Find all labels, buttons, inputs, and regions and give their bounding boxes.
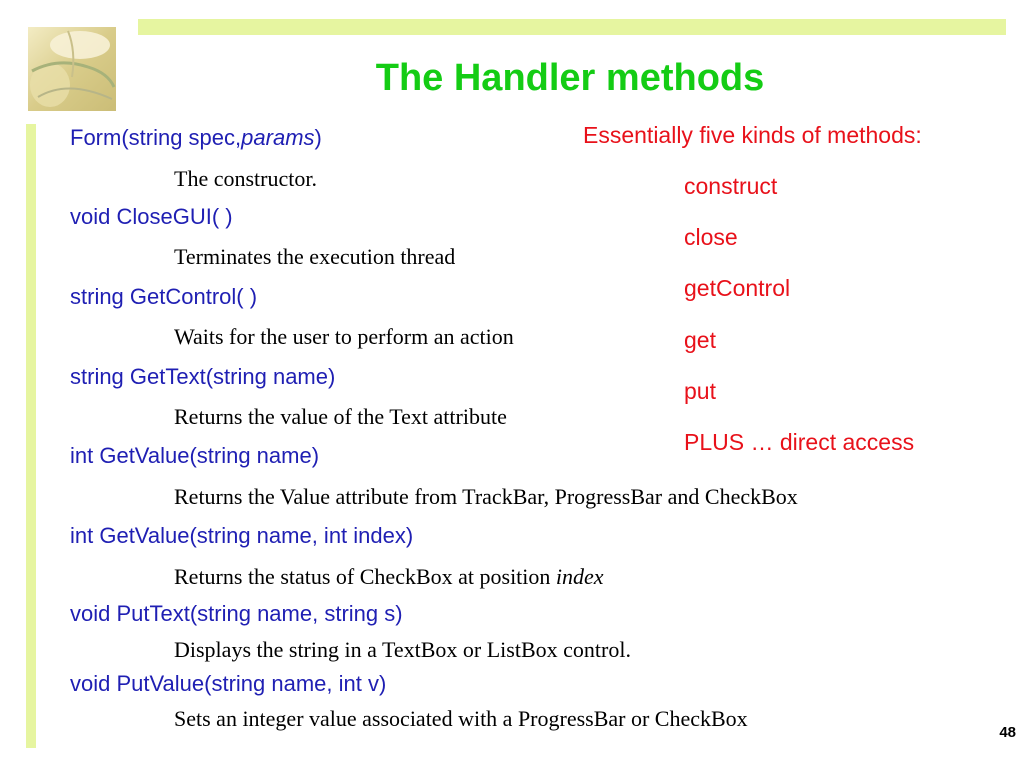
method-signature: string GetControl( ) xyxy=(70,284,258,309)
method-description: Displays the string in a TextBox or ListBox control. xyxy=(174,637,631,662)
kind-item: close xyxy=(684,224,738,250)
description-prefix: Returns the status of CheckBox at position xyxy=(174,564,556,589)
method-signature: void PutText(string name, string s) xyxy=(70,601,403,626)
method-description: Terminates the execution thread xyxy=(174,244,456,269)
decorative-logo-icon xyxy=(28,27,116,111)
description-italic: index xyxy=(555,564,604,589)
top-accent-bar xyxy=(138,19,1006,35)
method-description: Sets an integer value associated with a ProgressBar or CheckBox xyxy=(174,706,748,731)
left-accent-bar xyxy=(26,124,36,748)
method-signature: void CloseGUI( ) xyxy=(70,204,233,229)
method-signature: int GetValue(string name) xyxy=(70,443,320,468)
method-signature: void PutValue(string name, int v) xyxy=(70,671,387,696)
method-description: Returns the Value attribute from TrackBar, ProgressBar and CheckBox xyxy=(174,484,798,509)
kind-item: put xyxy=(684,378,716,404)
kinds-heading: Essentially five kinds of methods: xyxy=(583,122,922,148)
method-signature-form xyxy=(70,124,322,152)
kind-item: get xyxy=(684,327,716,353)
kind-item: PLUS … direct access xyxy=(684,429,915,455)
slide-title: The Handler methods xyxy=(375,57,765,99)
method-signature: string GetText(string name) xyxy=(70,364,336,389)
method-description: Returns the value of the Text attribute xyxy=(174,404,507,429)
kind-item: construct xyxy=(684,173,778,199)
method-description xyxy=(174,563,604,591)
signature-suffix: ) xyxy=(314,125,322,150)
method-description: The constructor. xyxy=(174,166,317,191)
method-signature: int GetValue(string name, int index) xyxy=(70,523,414,548)
signature-italic: params xyxy=(241,125,315,150)
kind-item: getControl xyxy=(684,275,791,301)
signature-prefix: Form(string spec, xyxy=(70,125,242,150)
method-description: Waits for the user to perform an action xyxy=(174,324,514,349)
page-number: 48 xyxy=(999,724,1016,741)
